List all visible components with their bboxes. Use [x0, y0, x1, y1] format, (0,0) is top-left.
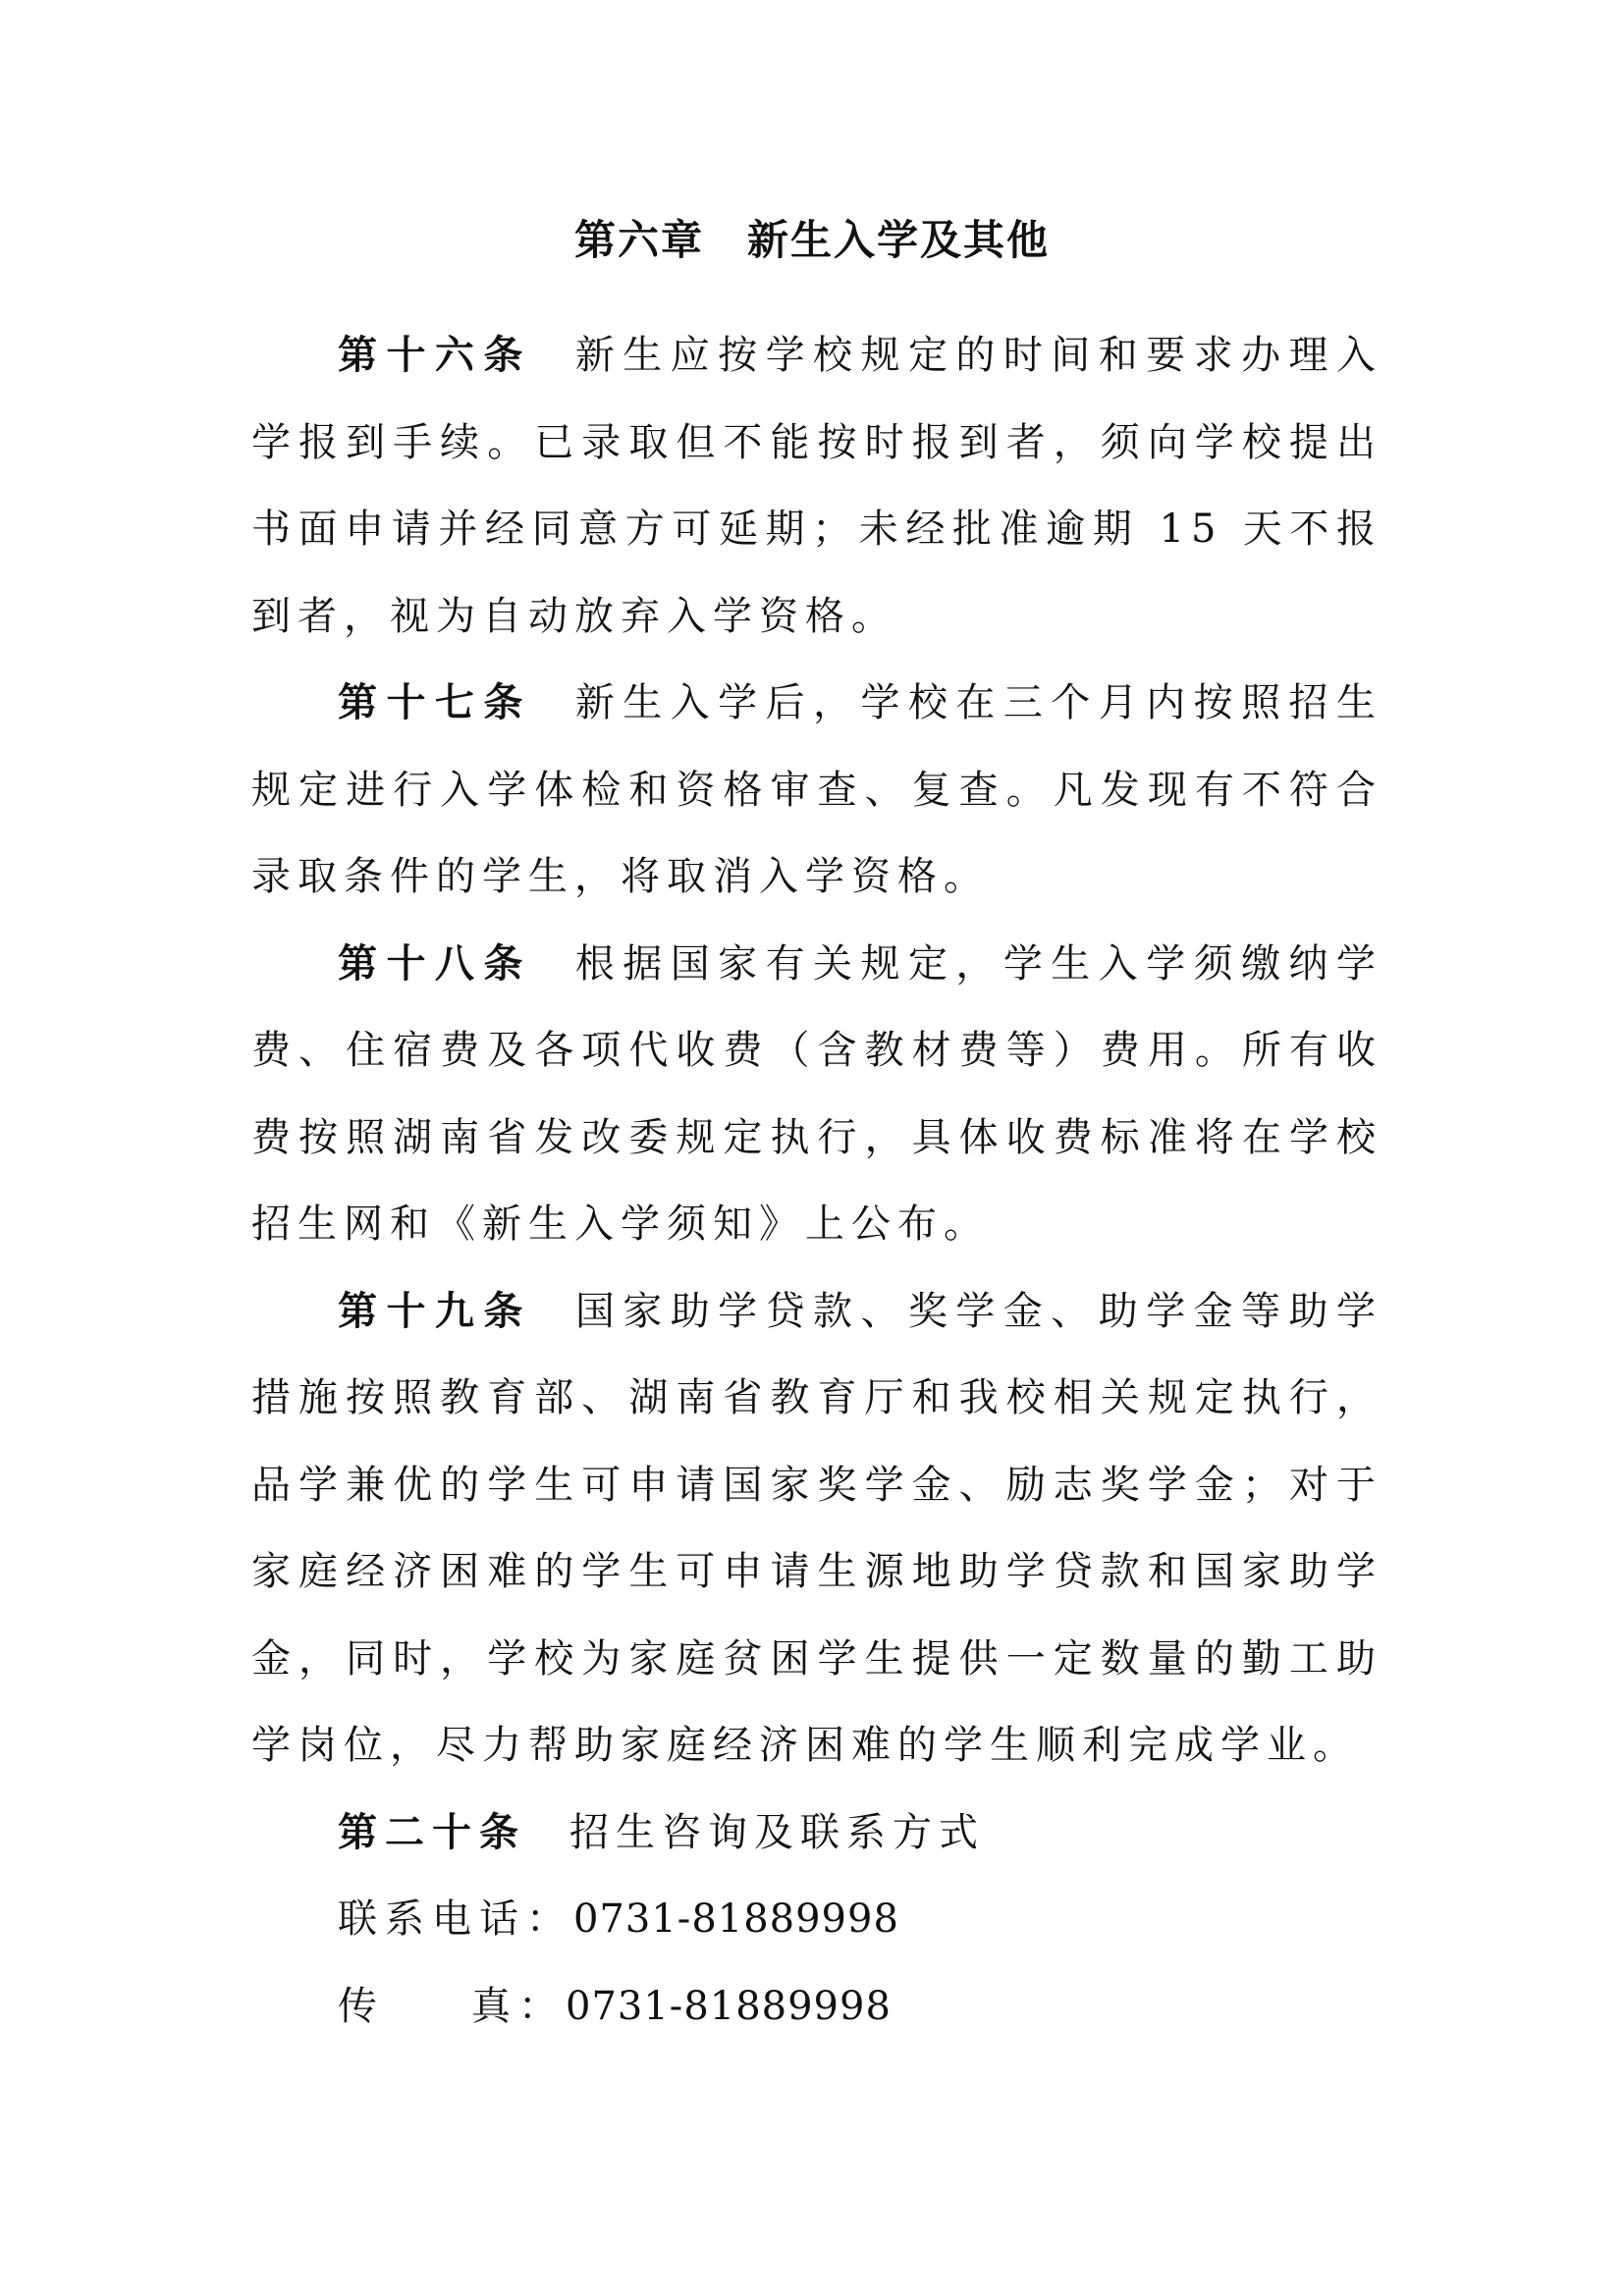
article-text: 根据国家有关规定，学生入学须缴纳学费、住宿费及各项代收费（含教材费等）费用。所有收费按照湖南省发改委规定执行，具体收费标准将在学校招生网和《新生入学须知》上公布。 — [251, 940, 1383, 1247]
document-body — [251, 312, 1382, 2050]
contact-phone-line — [251, 1876, 1382, 1963]
article-label: 第十八条 — [338, 940, 532, 987]
fax-label-first: 传 — [338, 1983, 385, 2029]
contact-fax-line — [251, 1963, 1382, 2051]
article-16 — [251, 312, 1382, 660]
article-text: 新生入学后，学校在三个月内按照招生规定进行入学体检和资格审查、复查。凡发现有不符合录取条件的学生，将取消入学资格。 — [251, 680, 1383, 899]
article-label: 第十七条 — [338, 680, 532, 725]
article-17 — [251, 660, 1382, 921]
fax-label — [338, 1984, 566, 2029]
article-text: 招生咨询及联系方式 — [569, 1809, 985, 1855]
article-label: 第十六条 — [338, 333, 532, 378]
article-label: 第十九条 — [338, 1288, 532, 1334]
fax-number: 0731-81889998 — [566, 1983, 892, 2029]
article-20 — [251, 1789, 1382, 1877]
article-text: 国家助学贷款、奖学金、助学金等助学措施按照教育部、湖南省教育厅和我校相关规定执行，品学兼优的学生可申请国家奖学金、励志奖学金；对于家庭经济困难的学生可申请生源地助学贷款和国家助学金，同时，学校为家庭贫困学生提供一定数量的勤工助学岗位，尽力帮助家庭经济困难的学生顺利完成学业。 — [251, 1288, 1383, 1768]
phone-label: 联系电话： — [338, 1896, 573, 1942]
article-18 — [251, 921, 1382, 1268]
article-19 — [251, 1268, 1382, 1789]
fax-label-second: 真： — [471, 1983, 566, 2029]
phone-number: 0731-81889998 — [573, 1896, 899, 1942]
chapter-title: 第六章 新生入学及其他 — [573, 216, 1050, 264]
article-text: 新生应按学校规定的时间和要求办理入学报到手续。已录取但不能按时报到者，须向学校提出书面申请并经同意方可延期；未经批准逾期 15 天不报到者，视为自动放弃入学资格。 — [251, 333, 1383, 639]
article-label: 第二十条 — [338, 1809, 526, 1855]
